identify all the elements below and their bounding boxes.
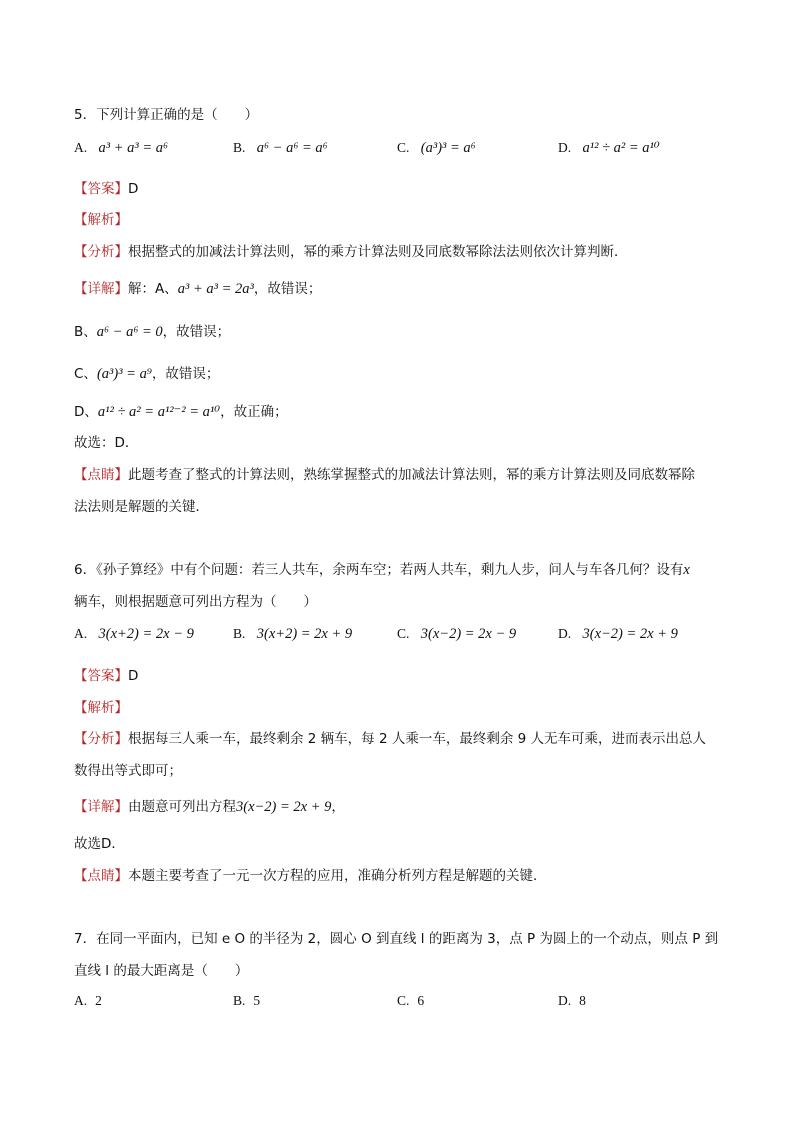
- q7-option-c: [397, 993, 424, 1009]
- q5-step-c-prefix: C、: [74, 366, 97, 382]
- q5-step-b-expr: a⁶ − a⁶ = 0: [96, 324, 163, 340]
- q5-option-c-label: C.: [397, 140, 410, 155]
- q6-fenxi-line-2: 数得出等式即可；: [74, 763, 182, 779]
- q5-step-b-end: ，故错误；: [162, 324, 231, 340]
- q6-xiangjie-text: 由题意可列出方程: [128, 799, 236, 815]
- q5-dianjing-line-2: 法法则是解题的关键．: [74, 499, 209, 515]
- q6-dianjing: [74, 864, 547, 884]
- q7-stem-line-1: 7．在同一平面内，已知 e O 的半径为 2，圆心 O 到直线 l 的距离为 3，点 P 为圆上的一个动点，则点 P 到: [74, 931, 719, 947]
- q6-stem-line-2: 辆车，则根据题意可列出方程为（ ）: [74, 594, 317, 610]
- q6-stem-variable: x: [683, 562, 690, 578]
- q5-fenxi-tag: 【分析】: [74, 244, 128, 260]
- q5-stem: 5．下列计算正确的是（ ）: [74, 107, 259, 123]
- q7-option-a-value: 2: [95, 993, 102, 1008]
- q7-option-a-label: A.: [74, 993, 88, 1008]
- q5-option-c-expr: (a³)³ = a⁶: [420, 140, 476, 156]
- q5-step-a-expr: a³ + a³ = 2a³: [177, 281, 254, 297]
- q5-step-d-prefix: D、: [74, 404, 98, 420]
- q7-option-d-value: 8: [579, 993, 586, 1008]
- q5-step-d-end: ，故正确；: [220, 404, 288, 420]
- q5-jiexi-tag: 【解析】: [74, 212, 128, 228]
- q6-option-a: [74, 626, 194, 643]
- q7-option-b-label: B.: [233, 993, 246, 1008]
- q5-option-b-label: B.: [233, 140, 246, 155]
- q6-answer: [74, 664, 138, 684]
- q7-option-d-label: D.: [558, 993, 572, 1008]
- q5-option-d-expr: a¹² ÷ a² = a¹⁰: [582, 140, 660, 156]
- q5-answer: [74, 177, 138, 197]
- q6-option-d-label: D.: [558, 626, 572, 641]
- q5-answer-value: D: [128, 181, 139, 197]
- q5-fenxi-text: 根据整式的加减法计算法则，幂的乘方计算法则及同底数幂除法法则依次计算判断．: [128, 244, 628, 260]
- q5-dianjing-tag: 【点睛】: [74, 467, 128, 483]
- q6-option-b-expr: 3(x+2) = 2x + 9: [256, 626, 353, 642]
- q5-option-b: [233, 140, 328, 157]
- q6-option-c: [397, 626, 516, 643]
- q5-xiangjie-tag: 【详解】: [74, 281, 128, 297]
- q6-xiangjie-expr: 3(x−2) = 2x + 9: [236, 799, 332, 815]
- q7-option-c-label: C.: [397, 993, 410, 1008]
- q6-fenxi-text-1: 根据每三人乘一车，最终剩余 2 辆车，每 2 人乘一车，最终剩余 9 人无车可乘，进而表示出总人: [128, 731, 707, 747]
- q5-step-d-expr: a¹² ÷ a² = a¹²⁻² = a¹⁰: [97, 404, 221, 420]
- q5-step-c: [74, 362, 219, 383]
- q7-option-b-value: 5: [253, 993, 261, 1008]
- q6-answer-tag: 【答案】: [74, 668, 128, 684]
- q6-xiangjie: [74, 795, 345, 816]
- q6-fenxi-line-1: [74, 727, 706, 747]
- q6-xiangjie-end: ，: [331, 799, 345, 815]
- q6-xiangjie-tag: 【详解】: [74, 799, 128, 815]
- q6-stem-text-1: 6．《孙子算经》中有个问题：若三人共车，余两车空；若两人共车，剩九人步，问人与车各几何？设有: [74, 562, 684, 578]
- q5-option-c: [397, 140, 476, 157]
- q7-option-c-value: 6: [417, 993, 425, 1008]
- q6-jiexi-tag: 【解析】: [74, 700, 128, 716]
- q6-fenxi-tag: 【分析】: [74, 731, 128, 747]
- q7-option-b: [233, 993, 260, 1009]
- q6-dianjing-tag: 【点睛】: [74, 868, 128, 884]
- q5-option-a-expr: a³ + a³ = a⁶: [98, 140, 169, 156]
- q5-option-d-label: D.: [558, 140, 572, 155]
- q7-option-d: [558, 993, 586, 1009]
- q5-fenxi: [74, 240, 628, 260]
- q5-step-b-prefix: B、: [74, 324, 97, 340]
- q5-option-d: [558, 140, 660, 157]
- q7-stem-line-2: 直线 l 的最大距离是（ ）: [74, 963, 249, 979]
- q5-xiangjie-prefix: 解：A、: [128, 281, 178, 297]
- q6-option-c-label: C.: [397, 626, 410, 641]
- q6-jiexi: [74, 696, 128, 716]
- q5-conclusion: 故选：D．: [74, 435, 139, 451]
- q6-stem-line-1: [74, 558, 690, 579]
- q5-dianjing-text-1: 此题考查了整式的计算法则，熟练掌握整式的加减法计算法则，幂的乘方计算法则及同底数幂除: [128, 467, 695, 483]
- q6-option-a-label: A.: [74, 626, 88, 641]
- q5-dianjing-line-1: [74, 463, 695, 483]
- q5-option-a-label: A.: [74, 140, 88, 155]
- q5-step-a-end: ，故错误；: [253, 281, 322, 297]
- q6-conclusion: 故选D．: [74, 836, 125, 852]
- q6-option-d-expr: 3(x−2) = 2x + 9: [582, 626, 678, 642]
- q7-option-a: [74, 993, 102, 1009]
- q6-option-b-label: B.: [233, 626, 246, 641]
- q5-option-b-expr: a⁶ − a⁶ = a⁶: [256, 140, 328, 156]
- q6-option-c-expr: 3(x−2) = 2x − 9: [420, 626, 517, 642]
- q6-option-d: [558, 626, 678, 643]
- q6-option-b: [233, 626, 352, 643]
- q6-dianjing-text: 本题主要考查了一元一次方程的应用，准确分析列方程是解题的关键．: [128, 868, 547, 884]
- q5-step-b: [74, 320, 230, 341]
- q5-step-d: [74, 400, 288, 421]
- q5-option-a: [74, 140, 168, 157]
- q5-jiexi: [74, 208, 128, 228]
- q5-step-c-end: ，故错误；: [151, 366, 220, 382]
- q5-step-c-expr: (a³)³ = a⁹: [96, 366, 152, 382]
- q6-answer-value: D: [128, 668, 139, 684]
- q6-option-a-expr: 3(x+2) = 2x − 9: [98, 626, 194, 642]
- q5-xiangjie: [74, 277, 321, 298]
- q5-answer-tag: 【答案】: [74, 181, 128, 197]
